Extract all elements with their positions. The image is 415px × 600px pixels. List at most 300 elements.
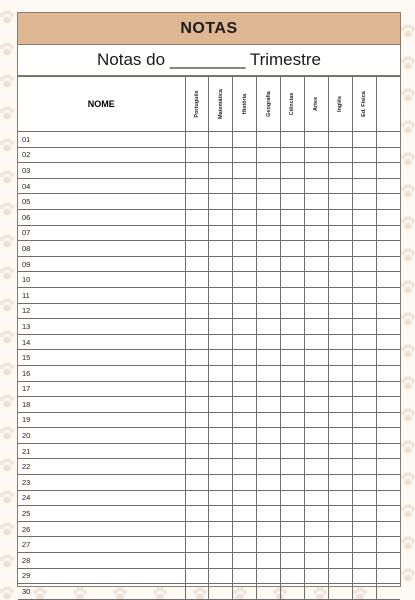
grade-cell[interactable] [281, 319, 305, 335]
grade-cell[interactable] [185, 459, 209, 475]
student-number-cell[interactable]: 05 [18, 194, 185, 210]
grade-cell[interactable] [185, 209, 209, 225]
grade-cell[interactable] [304, 272, 328, 288]
grade-cell[interactable] [281, 428, 305, 444]
grade-cell[interactable] [328, 459, 352, 475]
grade-cell[interactable] [304, 256, 328, 272]
grade-cell[interactable] [304, 319, 328, 335]
grade-cell[interactable] [281, 459, 305, 475]
grade-cell[interactable] [376, 475, 400, 491]
grade-cell[interactable] [257, 350, 281, 366]
grade-cell[interactable] [304, 381, 328, 397]
grade-cell[interactable] [233, 381, 257, 397]
grade-cell[interactable] [281, 287, 305, 303]
grade-cell[interactable] [328, 132, 352, 148]
grade-cell[interactable] [304, 443, 328, 459]
grade-cell[interactable] [257, 397, 281, 413]
grade-cell[interactable] [376, 459, 400, 475]
grade-cell[interactable] [233, 506, 257, 522]
grade-cell[interactable] [233, 147, 257, 163]
grade-cell[interactable] [257, 194, 281, 210]
grade-cell[interactable] [376, 319, 400, 335]
grade-cell[interactable] [185, 319, 209, 335]
grade-cell[interactable] [304, 194, 328, 210]
grade-cell[interactable] [304, 584, 328, 600]
grade-cell[interactable] [209, 147, 233, 163]
grade-cell[interactable] [185, 365, 209, 381]
grade-cell[interactable] [281, 381, 305, 397]
grade-cell[interactable] [376, 521, 400, 537]
grade-cell[interactable] [257, 225, 281, 241]
grade-cell[interactable] [185, 287, 209, 303]
student-number-cell[interactable]: 21 [18, 443, 185, 459]
grade-cell[interactable] [352, 475, 376, 491]
grade-cell[interactable] [304, 397, 328, 413]
student-number-cell[interactable]: 29 [18, 568, 185, 584]
student-number-cell[interactable]: 13 [18, 319, 185, 335]
grade-cell[interactable] [257, 147, 281, 163]
grade-cell[interactable] [257, 521, 281, 537]
grade-cell[interactable] [257, 443, 281, 459]
grade-cell[interactable] [352, 163, 376, 179]
grade-cell[interactable] [185, 490, 209, 506]
grade-cell[interactable] [304, 490, 328, 506]
grade-cell[interactable] [209, 272, 233, 288]
student-number-cell[interactable]: 12 [18, 303, 185, 319]
grade-cell[interactable] [257, 272, 281, 288]
grade-cell[interactable] [257, 319, 281, 335]
grade-cell[interactable] [352, 381, 376, 397]
grade-cell[interactable] [376, 303, 400, 319]
grade-cell[interactable] [281, 241, 305, 257]
grade-cell[interactable] [352, 397, 376, 413]
grade-cell[interactable] [281, 584, 305, 600]
grade-cell[interactable] [328, 553, 352, 569]
grade-cell[interactable] [281, 397, 305, 413]
grade-cell[interactable] [233, 241, 257, 257]
grade-cell[interactable] [185, 350, 209, 366]
grade-cell[interactable] [376, 163, 400, 179]
grade-cell[interactable] [304, 287, 328, 303]
student-number-cell[interactable]: 16 [18, 365, 185, 381]
grade-cell[interactable] [233, 350, 257, 366]
grade-cell[interactable] [233, 553, 257, 569]
grade-cell[interactable] [328, 303, 352, 319]
grade-cell[interactable] [209, 209, 233, 225]
grade-cell[interactable] [328, 319, 352, 335]
grade-cell[interactable] [328, 568, 352, 584]
grade-cell[interactable] [281, 132, 305, 148]
grade-cell[interactable] [281, 412, 305, 428]
grade-cell[interactable] [304, 428, 328, 444]
grade-cell[interactable] [376, 568, 400, 584]
grade-cell[interactable] [328, 163, 352, 179]
grade-cell[interactable] [257, 428, 281, 444]
grade-cell[interactable] [281, 537, 305, 553]
grade-cell[interactable] [257, 334, 281, 350]
grade-cell[interactable] [352, 209, 376, 225]
grade-cell[interactable] [352, 443, 376, 459]
grade-cell[interactable] [328, 365, 352, 381]
grade-cell[interactable] [376, 412, 400, 428]
student-number-cell[interactable]: 30 [18, 584, 185, 600]
grade-cell[interactable] [233, 584, 257, 600]
grade-cell[interactable] [352, 506, 376, 522]
grade-cell[interactable] [233, 443, 257, 459]
grade-cell[interactable] [185, 568, 209, 584]
grade-cell[interactable] [352, 272, 376, 288]
grade-cell[interactable] [304, 568, 328, 584]
grade-cell[interactable] [257, 537, 281, 553]
grade-cell[interactable] [185, 272, 209, 288]
grade-cell[interactable] [185, 381, 209, 397]
grade-cell[interactable] [209, 178, 233, 194]
grade-cell[interactable] [304, 132, 328, 148]
grade-cell[interactable] [281, 475, 305, 491]
grade-cell[interactable] [281, 147, 305, 163]
grade-cell[interactable] [185, 537, 209, 553]
student-number-cell[interactable]: 01 [18, 132, 185, 148]
grade-cell[interactable] [233, 272, 257, 288]
grade-cell[interactable] [185, 584, 209, 600]
grade-cell[interactable] [328, 256, 352, 272]
grade-cell[interactable] [352, 334, 376, 350]
grade-cell[interactable] [328, 537, 352, 553]
grade-cell[interactable] [281, 163, 305, 179]
grade-cell[interactable] [257, 412, 281, 428]
student-number-cell[interactable]: 14 [18, 334, 185, 350]
student-number-cell[interactable]: 15 [18, 350, 185, 366]
grade-cell[interactable] [352, 568, 376, 584]
grade-cell[interactable] [328, 443, 352, 459]
grade-cell[interactable] [209, 319, 233, 335]
grade-cell[interactable] [304, 553, 328, 569]
grade-cell[interactable] [233, 397, 257, 413]
grade-cell[interactable] [233, 428, 257, 444]
grade-cell[interactable] [233, 178, 257, 194]
grade-cell[interactable] [257, 459, 281, 475]
grade-cell[interactable] [185, 506, 209, 522]
grade-cell[interactable] [257, 287, 281, 303]
grade-cell[interactable] [281, 506, 305, 522]
grade-cell[interactable] [257, 163, 281, 179]
student-number-cell[interactable]: 19 [18, 412, 185, 428]
grade-cell[interactable] [328, 350, 352, 366]
grade-cell[interactable] [209, 350, 233, 366]
grade-cell[interactable] [352, 225, 376, 241]
grade-cell[interactable] [257, 584, 281, 600]
grade-cell[interactable] [376, 397, 400, 413]
grade-cell[interactable] [233, 225, 257, 241]
grade-cell[interactable] [328, 428, 352, 444]
grade-cell[interactable] [328, 412, 352, 428]
grade-cell[interactable] [257, 209, 281, 225]
grade-cell[interactable] [185, 303, 209, 319]
grade-cell[interactable] [185, 132, 209, 148]
grade-cell[interactable] [233, 459, 257, 475]
grade-cell[interactable] [257, 365, 281, 381]
grade-cell[interactable] [304, 506, 328, 522]
grade-cell[interactable] [281, 194, 305, 210]
grade-cell[interactable] [376, 381, 400, 397]
student-number-cell[interactable]: 09 [18, 256, 185, 272]
grade-cell[interactable] [185, 443, 209, 459]
grade-cell[interactable] [209, 553, 233, 569]
grade-cell[interactable] [257, 178, 281, 194]
grade-cell[interactable] [281, 225, 305, 241]
grade-cell[interactable] [304, 241, 328, 257]
grade-cell[interactable] [209, 334, 233, 350]
grade-cell[interactable] [233, 132, 257, 148]
grade-cell[interactable] [209, 163, 233, 179]
grade-cell[interactable] [233, 209, 257, 225]
grade-cell[interactable] [281, 443, 305, 459]
grade-cell[interactable] [352, 521, 376, 537]
grade-cell[interactable] [209, 428, 233, 444]
grade-cell[interactable] [209, 132, 233, 148]
grade-cell[interactable] [304, 459, 328, 475]
student-number-cell[interactable]: 08 [18, 241, 185, 257]
grade-cell[interactable] [376, 443, 400, 459]
grade-cell[interactable] [376, 537, 400, 553]
grade-cell[interactable] [257, 475, 281, 491]
grade-cell[interactable] [376, 178, 400, 194]
student-number-cell[interactable]: 11 [18, 287, 185, 303]
grade-cell[interactable] [376, 194, 400, 210]
grade-cell[interactable] [352, 256, 376, 272]
grade-cell[interactable] [376, 225, 400, 241]
grade-cell[interactable] [209, 303, 233, 319]
grade-cell[interactable] [328, 272, 352, 288]
grade-cell[interactable] [209, 568, 233, 584]
grade-cell[interactable] [233, 537, 257, 553]
grade-cell[interactable] [376, 350, 400, 366]
student-number-cell[interactable]: 02 [18, 147, 185, 163]
grade-cell[interactable] [352, 428, 376, 444]
grade-cell[interactable] [185, 194, 209, 210]
grade-cell[interactable] [304, 209, 328, 225]
grade-cell[interactable] [281, 568, 305, 584]
grade-cell[interactable] [209, 537, 233, 553]
grade-cell[interactable] [233, 365, 257, 381]
grade-cell[interactable] [257, 241, 281, 257]
student-number-cell[interactable]: 03 [18, 163, 185, 179]
grade-cell[interactable] [233, 521, 257, 537]
grade-cell[interactable] [209, 475, 233, 491]
grade-cell[interactable] [376, 272, 400, 288]
grade-cell[interactable] [257, 381, 281, 397]
grade-cell[interactable] [209, 241, 233, 257]
grade-cell[interactable] [304, 147, 328, 163]
student-number-cell[interactable]: 10 [18, 272, 185, 288]
grade-cell[interactable] [376, 209, 400, 225]
grade-cell[interactable] [328, 194, 352, 210]
grade-cell[interactable] [352, 412, 376, 428]
grade-cell[interactable] [257, 132, 281, 148]
grade-cell[interactable] [376, 365, 400, 381]
grade-cell[interactable] [328, 209, 352, 225]
grade-cell[interactable] [328, 334, 352, 350]
student-number-cell[interactable]: 06 [18, 209, 185, 225]
grade-cell[interactable] [209, 412, 233, 428]
grade-cell[interactable] [328, 147, 352, 163]
grade-cell[interactable] [257, 568, 281, 584]
grade-cell[interactable] [352, 490, 376, 506]
grade-cell[interactable] [328, 506, 352, 522]
grade-cell[interactable] [352, 303, 376, 319]
grade-cell[interactable] [376, 132, 400, 148]
grade-cell[interactable] [281, 178, 305, 194]
student-number-cell[interactable]: 04 [18, 178, 185, 194]
grade-cell[interactable] [376, 506, 400, 522]
grade-cell[interactable] [376, 256, 400, 272]
grade-cell[interactable] [233, 163, 257, 179]
grade-cell[interactable] [376, 287, 400, 303]
grade-cell[interactable] [304, 412, 328, 428]
grade-cell[interactable] [304, 537, 328, 553]
grade-cell[interactable] [185, 147, 209, 163]
grade-cell[interactable] [352, 459, 376, 475]
grade-cell[interactable] [185, 225, 209, 241]
grade-cell[interactable] [209, 443, 233, 459]
grade-cell[interactable] [257, 553, 281, 569]
student-number-cell[interactable]: 23 [18, 475, 185, 491]
grade-cell[interactable] [185, 412, 209, 428]
grade-cell[interactable] [352, 584, 376, 600]
grade-cell[interactable] [185, 163, 209, 179]
grade-cell[interactable] [352, 319, 376, 335]
grade-cell[interactable] [304, 365, 328, 381]
grade-cell[interactable] [209, 194, 233, 210]
grade-cell[interactable] [376, 584, 400, 600]
grade-cell[interactable] [281, 553, 305, 569]
grade-cell[interactable] [328, 475, 352, 491]
grade-cell[interactable] [376, 334, 400, 350]
grade-cell[interactable] [328, 397, 352, 413]
student-number-cell[interactable]: 18 [18, 397, 185, 413]
grade-cell[interactable] [185, 521, 209, 537]
grade-cell[interactable] [281, 334, 305, 350]
grade-cell[interactable] [233, 287, 257, 303]
grade-cell[interactable] [209, 521, 233, 537]
student-number-cell[interactable]: 22 [18, 459, 185, 475]
grade-cell[interactable] [376, 147, 400, 163]
grade-cell[interactable] [328, 584, 352, 600]
grade-cell[interactable] [304, 521, 328, 537]
grade-cell[interactable] [257, 490, 281, 506]
grade-cell[interactable] [352, 537, 376, 553]
student-number-cell[interactable]: 27 [18, 537, 185, 553]
student-number-cell[interactable]: 24 [18, 490, 185, 506]
grade-cell[interactable] [304, 334, 328, 350]
grade-cell[interactable] [281, 256, 305, 272]
student-number-cell[interactable]: 25 [18, 506, 185, 522]
grade-cell[interactable] [376, 428, 400, 444]
grade-cell[interactable] [209, 459, 233, 475]
grade-cell[interactable] [352, 147, 376, 163]
grade-cell[interactable] [328, 178, 352, 194]
grade-cell[interactable] [233, 568, 257, 584]
student-number-cell[interactable]: 17 [18, 381, 185, 397]
grade-cell[interactable] [352, 553, 376, 569]
grade-cell[interactable] [185, 334, 209, 350]
grade-cell[interactable] [233, 194, 257, 210]
grade-cell[interactable] [352, 287, 376, 303]
grade-cell[interactable] [376, 241, 400, 257]
student-number-cell[interactable]: 07 [18, 225, 185, 241]
grade-cell[interactable] [209, 490, 233, 506]
grade-cell[interactable] [209, 225, 233, 241]
grade-cell[interactable] [281, 490, 305, 506]
grade-cell[interactable] [304, 225, 328, 241]
grade-cell[interactable] [257, 303, 281, 319]
grade-cell[interactable] [304, 163, 328, 179]
grade-cell[interactable] [328, 521, 352, 537]
grade-cell[interactable] [185, 256, 209, 272]
grade-cell[interactable] [233, 256, 257, 272]
grade-cell[interactable] [233, 412, 257, 428]
grade-cell[interactable] [281, 350, 305, 366]
grade-cell[interactable] [185, 475, 209, 491]
grade-cell[interactable] [352, 241, 376, 257]
grade-cell[interactable] [352, 178, 376, 194]
grade-cell[interactable] [328, 287, 352, 303]
grade-cell[interactable] [352, 365, 376, 381]
student-number-cell[interactable]: 28 [18, 553, 185, 569]
grade-cell[interactable] [233, 303, 257, 319]
grade-cell[interactable] [233, 490, 257, 506]
grade-cell[interactable] [209, 506, 233, 522]
grade-cell[interactable] [352, 194, 376, 210]
grade-cell[interactable] [185, 553, 209, 569]
grade-cell[interactable] [185, 397, 209, 413]
grade-cell[interactable] [281, 303, 305, 319]
grade-cell[interactable] [281, 521, 305, 537]
grade-cell[interactable] [257, 506, 281, 522]
grade-cell[interactable] [304, 350, 328, 366]
student-number-cell[interactable]: 20 [18, 428, 185, 444]
grade-cell[interactable] [304, 178, 328, 194]
grade-cell[interactable] [328, 490, 352, 506]
grade-cell[interactable] [233, 334, 257, 350]
grade-cell[interactable] [209, 381, 233, 397]
student-number-cell[interactable]: 26 [18, 521, 185, 537]
grade-cell[interactable] [281, 272, 305, 288]
grade-cell[interactable] [281, 209, 305, 225]
grade-cell[interactable] [209, 584, 233, 600]
grade-cell[interactable] [328, 241, 352, 257]
grade-cell[interactable] [376, 553, 400, 569]
grade-cell[interactable] [281, 365, 305, 381]
grade-cell[interactable] [209, 365, 233, 381]
grade-cell[interactable] [185, 428, 209, 444]
grade-cell[interactable] [209, 256, 233, 272]
grade-cell[interactable] [376, 490, 400, 506]
grade-cell[interactable] [185, 178, 209, 194]
grade-cell[interactable] [209, 287, 233, 303]
grade-cell[interactable] [233, 475, 257, 491]
grade-cell[interactable] [257, 256, 281, 272]
grade-cell[interactable] [233, 319, 257, 335]
grade-cell[interactable] [185, 241, 209, 257]
grade-cell[interactable] [328, 225, 352, 241]
grade-cell[interactable] [209, 397, 233, 413]
grade-cell[interactable] [352, 132, 376, 148]
grade-cell[interactable] [328, 381, 352, 397]
grade-cell[interactable] [352, 350, 376, 366]
grade-cell[interactable] [304, 475, 328, 491]
grade-cell[interactable] [304, 303, 328, 319]
